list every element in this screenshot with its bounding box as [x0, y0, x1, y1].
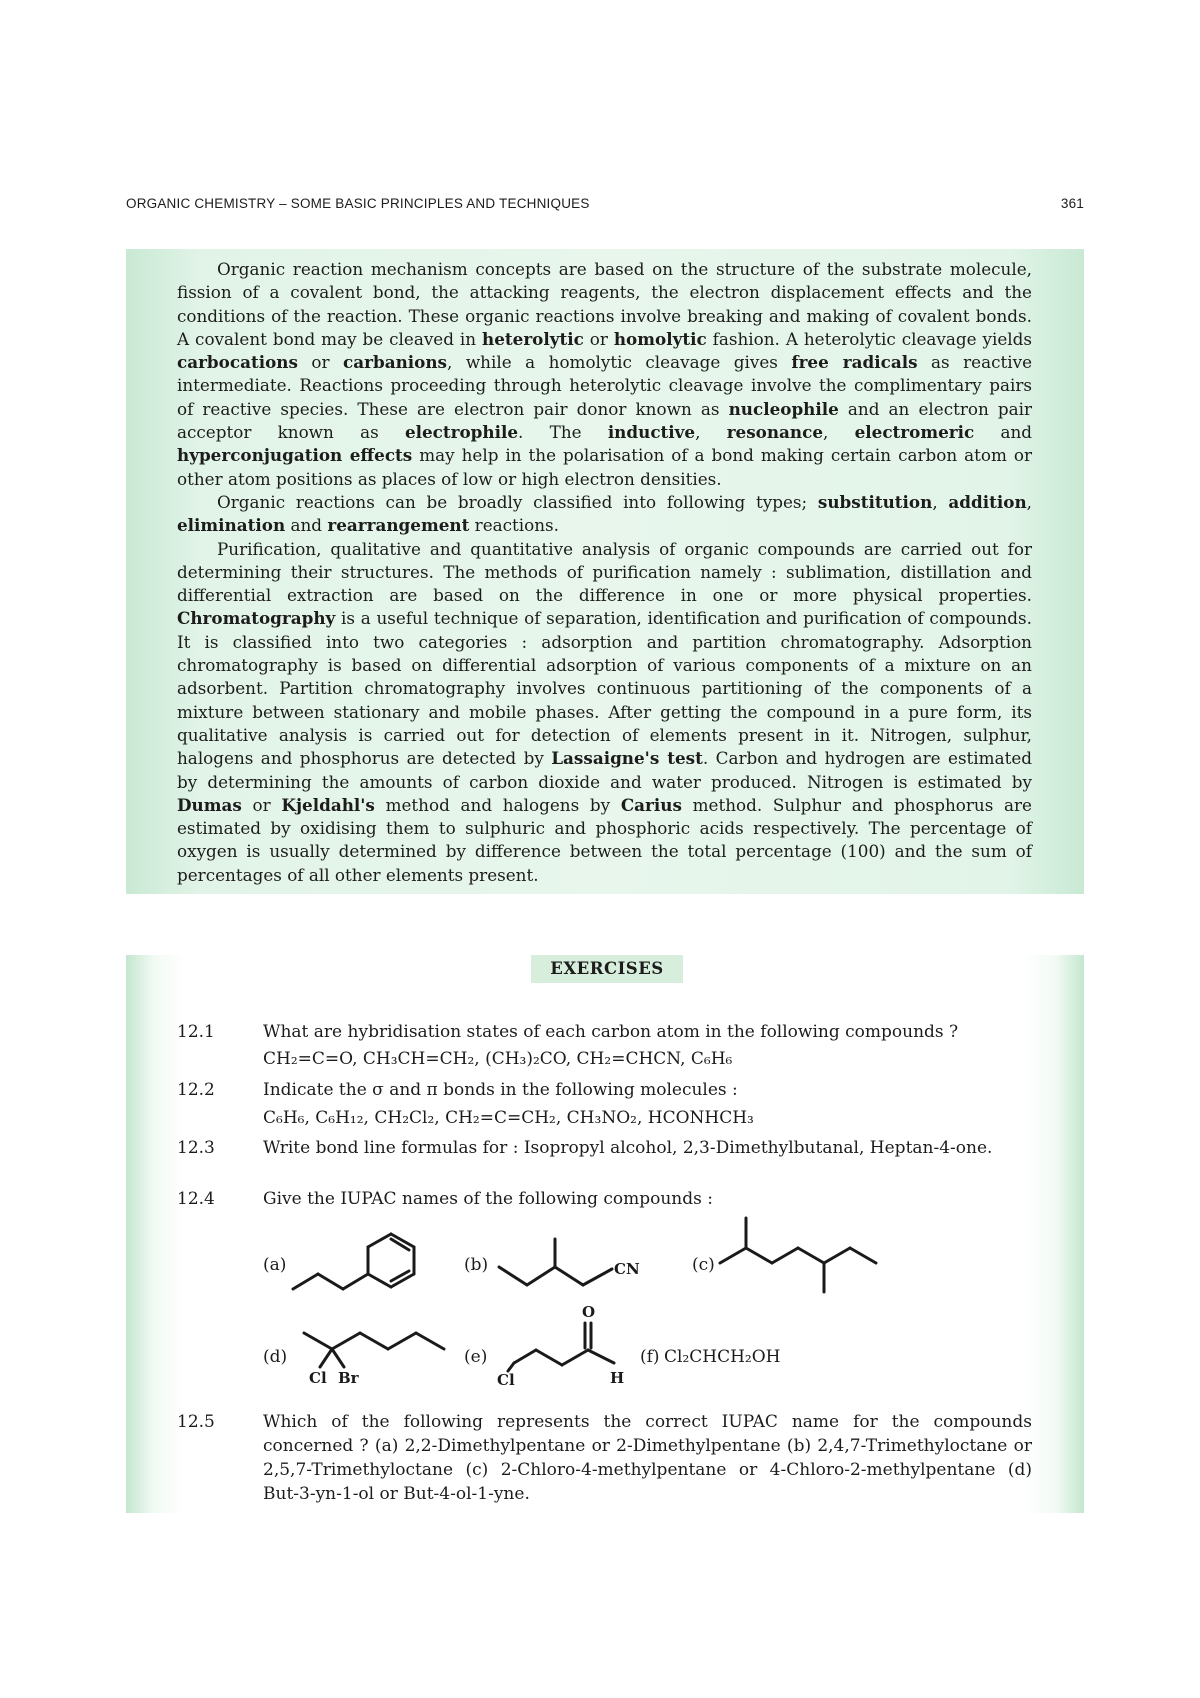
structure-c [720, 1210, 890, 1300]
bold-term: homolytic [613, 328, 707, 349]
bold-term: hyperconjugation effects [177, 445, 413, 466]
label-d: (d) [263, 1347, 288, 1367]
label-f: (f) [640, 1347, 660, 1367]
bold-term: heterolytic [482, 328, 584, 349]
bold-term: Lassaigne's test [551, 748, 703, 769]
question-number: 12.5 [177, 1412, 215, 1432]
label-c: (c) [692, 1255, 715, 1275]
bold-term: Dumas [177, 794, 242, 815]
bold-term: carbocations [177, 352, 298, 373]
bold-term: free radicals [791, 352, 918, 373]
formula-f: Cl₂CHCH₂OH [664, 1347, 781, 1367]
atom-cn: CN [614, 1260, 640, 1278]
label-b: (b) [464, 1255, 489, 1275]
question-number: 12.3 [177, 1138, 215, 1158]
structure-e [494, 1303, 634, 1398]
exercises-section [126, 955, 1084, 1513]
bold-term: resonance [726, 422, 824, 443]
question-number: 12.1 [177, 1022, 215, 1042]
bold-term: electrophile [404, 422, 519, 443]
bold-term: Kjeldahl's [281, 794, 375, 815]
label-e: (e) [464, 1347, 488, 1367]
question-text: Which of the following represents the correct IUPAC name for the compounds concerned ? (a) 2,2-Dimethylpentane or 2-Dimethylpentane (b) 2,4,7-Trimethyloctane or 2,5,7-Trimethyloctane (c) 2-Chloro-4-methylpentane or 4-Chloro-2-methylpentane (d) But-3-yn-1-ol or But-4-ol-1-yne. [263, 1412, 1032, 1504]
bold-term: carbanions [343, 352, 447, 373]
summary-box [126, 249, 1084, 894]
question-text: Write bond line formulas for : Isopropyl alcohol, 2,3-Dimethylbutanal, Heptan-4-one. [263, 1138, 993, 1158]
bold-term: elimination [177, 515, 286, 536]
bold-term: substitution [817, 491, 933, 512]
atom-cl: Cl [497, 1371, 515, 1389]
summary-paragraph-2: Organic reactions can be broadly classified into following types; substitution, addition, elimination and rearrangement reactions. [177, 491, 1032, 536]
atom-o: O [582, 1303, 596, 1321]
question-number: 12.4 [177, 1189, 215, 1209]
running-header [126, 196, 1084, 216]
bold-term: Chromatography [177, 608, 336, 629]
atom-cl: Cl [309, 1369, 327, 1387]
question-text: Indicate the σ and π bonds in the following molecules : [263, 1080, 738, 1100]
bold-term: addition [948, 491, 1027, 512]
question-number: 12.2 [177, 1080, 215, 1100]
bold-term: Carius [620, 794, 682, 815]
question-12-2-formulas: C₆H₆, C₆H₁₂, CH₂Cl₂, CH₂=C=CH₂, CH₃NO₂, HCONHCH₃ [263, 1108, 754, 1128]
chapter-title: ORGANIC CHEMISTRY – SOME BASIC PRINCIPLES AND TECHNIQUES [126, 196, 590, 211]
structure-b [494, 1217, 644, 1297]
summary-paragraph-3: Purification, qualitative and quantitative analysis of organic compounds are carried out for determining their structures. The methods of purification namely : sublimation, distillation and differential extraction are based on the difference in one or more physical properties. Chromatography is a useful technique of separation, identification and purification of compounds. It is classified into two categories : adsorption and partition chromatography. Adsorption chromatography is based on differential adsorption of various components of a mixture on an adsorbent. Partition chromatography involves continuous partitioning of the components of a mixture between stationary and mobile phases. After getting the compound in a pure form, its qualitative analysis is carried out for detection of elements present in it. Nitrogen, sulphur, halogens and phosphorus are detected by Lassaigne's test. Carbon and hydrogen are estimated by determining the amounts of carbon dioxide and water produced. Nitrogen is estimated by Dumas or Kjeldahl's method and halogens by Carius method. Sulphur and phosphorus are estimated by oxidising them to sulphuric and phosphoric acids respectively. The percentage of oxygen is usually determined by difference between the total percentage (100) and the sum of percentages of all other elements present. [177, 538, 1033, 885]
question-text: What are hybridisation states of each carbon atom in the following compounds ? [263, 1022, 959, 1042]
question-12-1-formulas: CH₂=C=O, CH₃CH=CH₂, (CH₃)₂CO, CH₂=CHCN, C₆H₆ [263, 1049, 733, 1069]
structure-a [286, 1217, 406, 1297]
bold-term: inductive [607, 422, 696, 443]
structure-d [296, 1315, 456, 1395]
bold-term: electromeric [854, 422, 975, 443]
bold-term: rearrangement [327, 515, 470, 536]
atom-h: H [610, 1369, 625, 1387]
summary-paragraph-1: Organic reaction mechanism concepts are based on the structure of the substrate molecule, fission of a covalent bond, the attacking reagents, the electron displacement effects and the conditions of the reaction. These organic reactions involve breaking and making of covalent bonds. A covalent bond may be cleaved in heterolytic or homolytic fashion. A heterolytic cleavage yields carbocations or carbanions, while a homolytic cleavage gives free radicals as reactive intermediate. Reactions proceeding through heterolytic cleavage involve the complimentary pairs of reactive species. These are electron pair donor known as nucleophile and an electron pair acceptor known as electrophile. The inductive, resonance, electromeric and hyperconjugation effects may help in the polarisation of a bond making certain carbon atom or other atom positions as places of low or high electron densities. [177, 259, 1033, 489]
exercises-heading: EXERCISES [531, 955, 683, 983]
page-number: 361 [1060, 196, 1084, 211]
atom-br: Br [338, 1369, 359, 1387]
label-a: (a) [263, 1255, 287, 1275]
question-text: Give the IUPAC names of the following compounds : [263, 1189, 713, 1209]
bold-term: nucleophile [728, 398, 839, 419]
